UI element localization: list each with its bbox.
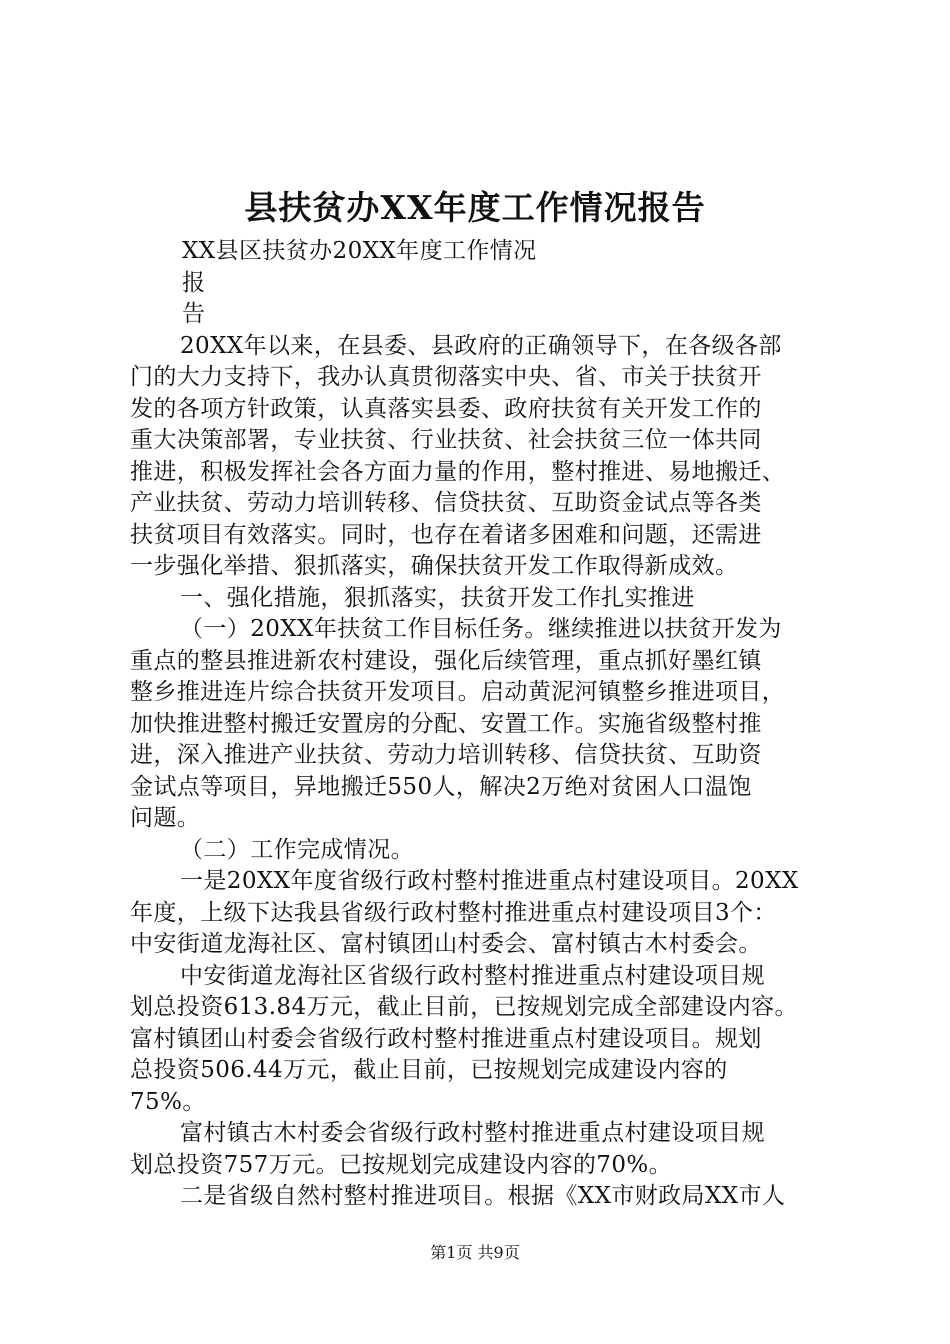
paragraph-line: 75%。 [130, 1088, 206, 1115]
paragraph-line: 一步强化举措、狠抓落实，确保扶贫开发工作取得新成效。 [130, 553, 739, 579]
subsection-heading: （二）工作完成情况。 [180, 836, 414, 863]
page-number: 第1页 共9页 [430, 1243, 520, 1262]
paragraph-line: 划总投资757万元。已按规划完成建设内容的70%。 [130, 1151, 673, 1178]
document-title: 县扶贫办XX年度工作情况报告 [244, 188, 706, 227]
paragraph-line: 进，深入推进产业扶贫、劳动力培训转移、信贷扶贫、互助资 [130, 742, 762, 768]
paragraph-line: 划总投资613.84万元，截止目前，已按规划完成全部建设内容。 [130, 994, 798, 1020]
subtitle-line: XX县区扶贫办20XX年度工作情况 [182, 238, 537, 264]
paragraph-line: 加快推进整村搬迁安置房的分配、安置工作。实施省级整村推 [130, 710, 762, 737]
paragraph-line: 门的大力支持下，我办认真贯彻落实中央、省、市关于扶贫开 [130, 364, 762, 390]
subtitle-line: 报 [182, 269, 206, 296]
paragraph-line: 金试点等项目，异地搬迁550人，解决2万绝对贫困人口温饱 [130, 773, 752, 800]
paragraph-line: （一）20XX年扶贫工作目标任务。继续推进以扶贫开发为 [180, 616, 782, 642]
paragraph-line: 重点的整县推进新农村建设，强化后续管理，重点抓好墨红镇 [130, 647, 762, 674]
paragraph-line: 产业扶贫、劳动力培训转移、信贷扶贫、互助资金试点等各类 [130, 490, 762, 516]
paragraph-line: 整乡推进连片综合扶贫开发项目。启动黄泥河镇整乡推进项目， [130, 679, 786, 705]
paragraph-line: 中安街道龙海社区省级行政村整村推进重点村建设项目规 [180, 962, 765, 989]
paragraph-line: 二是省级自然村整村推进项目。根据《XX市财政局XX市人 [180, 1183, 786, 1209]
paragraph-line: 中安街道龙海社区、富村镇团山村委会、富村镇古木村委会。 [130, 931, 762, 957]
paragraph-line: 总投资506.44万元，截止目前，已按规划完成建设内容的 [130, 1057, 728, 1083]
paragraph-line: 推进，积极发挥社会各方面力量的作用，整村推进、易地搬迁、 [130, 458, 786, 485]
paragraph-line: 重大决策部署，专业扶贫、行业扶贫、社会扶贫三位一体共同 [130, 427, 762, 453]
section-heading: 一、强化措施，狠抓落实，扶贫开发工作扎实推进 [180, 584, 695, 611]
paragraph-line: 问题。 [130, 805, 201, 831]
paragraph-line: 年度，上级下达我县省级行政村整村推进重点村建设项目3个： [130, 899, 777, 926]
paragraph-line: 富村镇古木村委会省级行政村整村推进重点村建设项目规 [180, 1120, 765, 1146]
document-body [130, 236, 830, 1213]
paragraph-line: 富村镇团山村委会省级行政村整村推进重点村建设项目。规划 [130, 1025, 762, 1052]
paragraph-line: 20XX年以来，在县委、县政府的正确领导下，在各级各部 [180, 332, 782, 359]
subtitle-line: 告 [182, 301, 206, 327]
paragraph-line: 扶贫项目有效落实。同时，也存在着诸多困难和问题，还需进 [130, 521, 762, 548]
paragraph-line: 一是20XX年度省级行政村整村推进重点村建设项目。20XX [180, 868, 799, 894]
paragraph-line: 发的各项方针政策，认真落实县委、政府扶贫有关开发工作的 [130, 395, 762, 422]
